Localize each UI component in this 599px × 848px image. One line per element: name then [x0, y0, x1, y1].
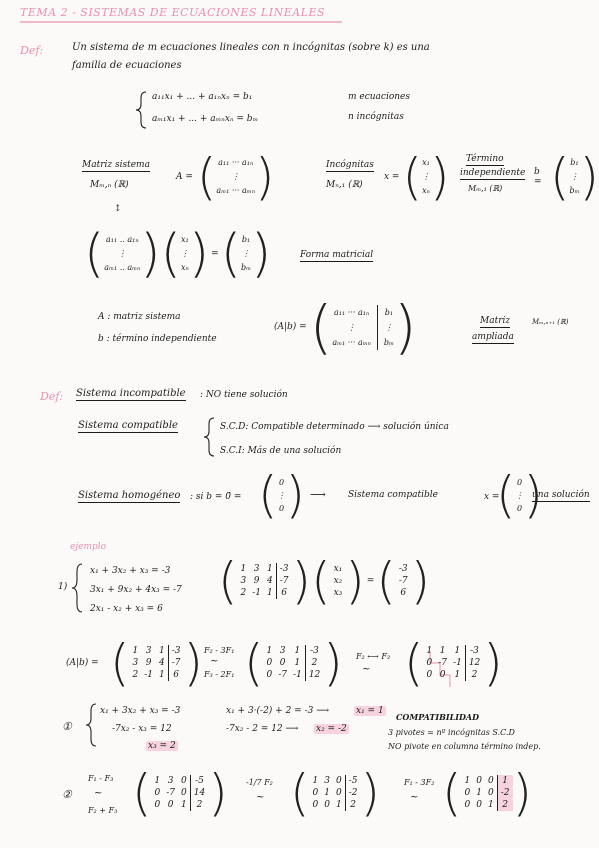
- matrix-cell: -2: [345, 787, 360, 799]
- paren-right: ): [140, 224, 161, 284]
- row-op-1b: F₃ - 2F₁: [204, 670, 235, 679]
- matrix-cell: 0: [487, 788, 494, 798]
- back-sub-2-result: x₂ = -2: [316, 724, 347, 734]
- A-row-1: a₁₁ ··· a₁ₙ: [218, 158, 254, 167]
- forma-matricial-label: Forma matricial: [300, 250, 374, 260]
- example-eq-2: 3x₁ + 9x₂ + 4x₃ = -7: [90, 585, 182, 595]
- matrix-cell: x₃: [333, 588, 343, 598]
- paren-left: (: [244, 634, 264, 692]
- termino-title-2: independiente: [460, 168, 526, 178]
- example-eq-1: x₁ + 3x₂ + x₃ = -3: [90, 566, 171, 576]
- forma-matricial-equation: [84, 224, 272, 284]
- incompatible-desc: : NO tiene solución: [200, 390, 288, 400]
- forma-b-row-2: ⋮: [242, 249, 251, 258]
- matrix-cell: -7: [166, 788, 176, 798]
- zero-1: 0: [278, 477, 285, 487]
- paren-right: ): [251, 224, 272, 284]
- ampliada-title-1: Matriz: [480, 316, 511, 326]
- homogeneo-x-label: x =: [484, 492, 500, 502]
- back-sub-2: -7x₂ - 2 = 12 ⟶: [226, 724, 299, 734]
- reduction-matrix-2: [244, 634, 343, 692]
- matrix-cell: 0: [487, 776, 494, 786]
- b-label: b =: [534, 167, 542, 187]
- matrix-cell: 0: [154, 800, 161, 810]
- matrix-cell: 2: [465, 669, 483, 681]
- paren-left: (: [218, 552, 238, 610]
- paren-right: ): [523, 466, 544, 524]
- paren-left: (: [110, 634, 130, 692]
- matrix-cell: 1: [497, 775, 512, 787]
- matrix-cell: -1: [453, 658, 462, 668]
- paren-right: ): [285, 466, 306, 524]
- matrix-b: [534, 148, 599, 206]
- matrix-cell: 0: [476, 800, 482, 810]
- matrix-row: [462, 787, 513, 799]
- matrix-cell: 4: [267, 576, 273, 586]
- forma-x-row-2: ⋮: [180, 249, 189, 258]
- ampliada-row-2: ⋮: [347, 322, 356, 332]
- matrix-cell: 3: [240, 576, 247, 586]
- compatibilidad-line-2: NO pivote en columna término indep.: [388, 742, 541, 751]
- forma-b-row-3: bₘ: [241, 263, 252, 272]
- brace-step1: [86, 704, 96, 746]
- matrix-cell: 0: [312, 788, 319, 798]
- matrix-cell: 2: [240, 588, 247, 598]
- matrix-cell: 12: [465, 657, 483, 669]
- matrix-row: [130, 645, 184, 657]
- paren-right: ): [393, 293, 417, 361]
- forma-x-row-1: x₁: [181, 235, 189, 244]
- matrix-cell: 1: [132, 646, 139, 656]
- ampliada-b-row-3: bₘ: [383, 337, 394, 347]
- example-number: 1): [58, 582, 68, 592]
- paren-left: (: [196, 148, 217, 206]
- paren-left: (: [258, 466, 278, 524]
- paren-left: (: [496, 466, 516, 524]
- matrix-row: [396, 575, 411, 587]
- paren-left: (: [220, 224, 242, 284]
- A-row-3: aₘ₁ ··· aₘₙ: [216, 186, 255, 195]
- matrix-row: [152, 775, 209, 787]
- matrix-cell: 0: [279, 658, 286, 668]
- matrix-cell: 0: [181, 788, 187, 798]
- matrix-cell: 3: [145, 646, 152, 656]
- A-label: A =: [176, 172, 193, 182]
- ampliada-row-1: a₁₁ ··· a₁ₙ: [334, 307, 370, 317]
- step2-op-1: F₁ - F₃: [88, 774, 114, 783]
- example-eq-3: 2x₁ - x₂ + x₃ = 6: [90, 604, 163, 614]
- forma-A-row-3: aₘ₁ .. aₘₙ: [104, 263, 141, 272]
- forma-x-row-3: xₙ: [180, 263, 189, 272]
- matrix-cell: 2: [190, 799, 208, 811]
- matrix-cell: 1: [426, 646, 433, 656]
- matrix-cell: 1: [324, 788, 330, 798]
- matrix-cell: -7: [276, 575, 291, 587]
- matrix-cell: 2: [132, 670, 139, 680]
- matrix-cell: x₂: [333, 576, 343, 586]
- brace-system: [136, 92, 146, 128]
- forma-A-row-2: ⋮: [118, 249, 127, 258]
- paren-left: (: [132, 764, 152, 822]
- ampliada-b-row-1: b₁: [384, 307, 394, 317]
- paren-right: ): [254, 148, 275, 206]
- matrix-row: [462, 799, 513, 811]
- matrix-cell: 0: [266, 670, 273, 680]
- matrix-cell: 1: [294, 646, 301, 656]
- matrix-cell: 0: [335, 776, 342, 786]
- paren-right: ): [410, 552, 431, 610]
- matrix-cell: 0: [154, 788, 161, 798]
- compatible-title: Sistema compatible: [78, 420, 178, 431]
- matrix-row: [264, 669, 324, 681]
- reduction-matrix-3: [404, 634, 503, 692]
- matrix-cell: 0: [476, 776, 482, 786]
- paren-right: ): [188, 224, 210, 284]
- matrix-cell: 1: [159, 670, 165, 680]
- matrix-cell: -3: [168, 645, 183, 657]
- matrix-cell: x₁: [333, 564, 343, 574]
- step-2-number: ②: [62, 788, 72, 801]
- b-row-2: ⋮: [570, 172, 579, 181]
- zero-n: 0: [278, 503, 285, 513]
- ampliada-b-row-2: ⋮: [384, 322, 393, 332]
- matrix-cell: -7: [168, 657, 183, 669]
- ampliada-label: (A|b) =: [274, 322, 307, 332]
- incompatible-title: Sistema incompatible: [76, 388, 186, 399]
- step1-eq-3: x₃ = 2: [148, 741, 176, 751]
- matrix-row: [310, 787, 361, 799]
- matrix-cell: 1: [266, 646, 273, 656]
- paren-right: ): [208, 764, 228, 822]
- system-row-1: a₁₁x₁ + ... + a₁ₙxₙ = b₁: [152, 92, 253, 102]
- brace-compatible: [204, 418, 214, 456]
- scd-line: S.C.D: Compatible determinado ⟶ solución única: [220, 422, 449, 432]
- definition-tag-2: Def:: [40, 390, 64, 403]
- ampliada-row-3: aₘ₁ ··· aₘₙ: [332, 337, 371, 347]
- paren-right: ): [512, 764, 533, 822]
- matrix-row: [238, 587, 292, 599]
- step2-op-3: -1/7 F₂: [246, 778, 273, 787]
- matrix-row: [424, 657, 484, 669]
- x-row-1: x₁: [422, 158, 430, 167]
- matrix-cell: 1: [439, 646, 446, 656]
- matrix-row: [264, 645, 324, 657]
- una-solucion: una solución: [532, 490, 590, 500]
- paren-left: (: [402, 148, 422, 206]
- matrix-cell: 0: [426, 670, 433, 680]
- paren-left: (: [549, 148, 570, 206]
- matrix-cell: -7: [398, 576, 408, 586]
- matrix-cell: 6: [276, 587, 291, 599]
- A-row-2: ⋮: [231, 172, 240, 181]
- matrix-row: [238, 575, 292, 587]
- incognitas-space: Mₙ,₁ (ℝ): [326, 180, 363, 190]
- matrix-cell: 0: [464, 788, 471, 798]
- matrix-cell: 0: [266, 658, 273, 668]
- matrix-cell: 2: [345, 799, 360, 811]
- example-matrix-form: ( 1 3 1 -3 3 9 4 -7 2 -1 1 6 ) ( x₁ x₂ x₃ ) = ( -3 -7 6 ): [218, 552, 431, 610]
- paren-right: ): [183, 634, 204, 692]
- matrix-cell: 2: [305, 657, 323, 669]
- matrix-cell: 14: [190, 787, 208, 799]
- sol-zero-1: 0: [516, 477, 523, 487]
- matrix-cell: 1: [454, 670, 461, 680]
- ampliada-space: Mₘ,ₙ₊₁ (ℝ): [532, 318, 569, 326]
- A-description: A : matriz sistema: [98, 312, 181, 322]
- paren-left: (: [311, 552, 331, 610]
- matrix-cell: 3: [279, 646, 286, 656]
- step1-eq-2: -7x₂ - x₃ = 12: [112, 724, 172, 734]
- matriz-sistema-space: Mₘ,ₙ (ℝ): [90, 180, 129, 190]
- equals-sign: =: [211, 249, 219, 259]
- matrix-cell: 0: [181, 776, 187, 786]
- definition-tag: Def:: [20, 44, 44, 57]
- paren-right: ): [483, 634, 503, 692]
- matrix-cell: 9: [145, 658, 152, 668]
- reduction-matrix-1: [110, 634, 204, 692]
- matrix-row: [331, 575, 346, 587]
- matrix-cell: 0: [324, 800, 330, 810]
- b-row-3: bₘ: [569, 186, 580, 195]
- matrix-row: [130, 669, 184, 681]
- matrix-cell: -1: [144, 670, 154, 680]
- matrix-cell: 1: [335, 800, 342, 810]
- matrix-cell: 0: [167, 800, 174, 810]
- matrix-cell: -3: [276, 563, 291, 575]
- matrix-cell: 1: [181, 800, 187, 810]
- matrix-row: [331, 587, 346, 599]
- definition-text: Un sistema de m ecuaciones lineales con n incógnitas (sobre k) es una: [72, 42, 430, 53]
- paren-right: ): [323, 634, 343, 692]
- zero-vector: [258, 466, 306, 524]
- forma-A-row-1: a₁₁ .. a₁ₙ: [106, 235, 139, 244]
- matrix-cell: 6: [168, 669, 183, 681]
- matrix-cell: 0: [426, 658, 433, 668]
- matrix-cell: -3: [398, 564, 408, 574]
- matrix-cell: 1: [312, 776, 319, 786]
- matrix-cell: -1: [252, 588, 262, 598]
- sci-line: S.C.I: Más de una solución: [220, 446, 342, 456]
- arrow-right-icon: ⟶: [310, 488, 326, 501]
- matrix-row: [331, 563, 346, 575]
- matrix-row: [130, 657, 184, 669]
- matrix-cell: 1: [240, 564, 247, 574]
- definition-text-2: familia de ecuaciones: [72, 60, 182, 71]
- paren-right: ): [430, 148, 450, 206]
- matrix-cell: 2: [497, 799, 512, 811]
- tilde-2: ~: [362, 664, 371, 675]
- step-1-number: ①: [62, 720, 72, 733]
- matrix-cell: 0: [312, 800, 319, 810]
- tilde-5: ~: [410, 792, 419, 803]
- back-sub-1-result: x₁ = 1: [356, 706, 384, 716]
- matrix-row: [424, 669, 484, 681]
- page-title: TEMA 2 - SISTEMAS DE ECUACIONES LINEALES: [20, 6, 326, 19]
- homogeneo-desc: : si b = 0̄ =: [190, 492, 242, 502]
- sol-zero-dots: ⋮: [515, 490, 524, 500]
- matrix-cell: 12: [305, 669, 323, 681]
- matrix-cell: 4: [159, 658, 165, 668]
- matrix-cell: -2: [497, 787, 512, 799]
- brace-example: [72, 564, 82, 612]
- matrix-cell: 1: [154, 776, 161, 786]
- matrix-cell: -5: [190, 775, 208, 787]
- matrix-cell: 3: [132, 658, 139, 668]
- tilde-1: ~: [210, 656, 219, 667]
- ampliada-title-2: ampliada: [472, 332, 514, 342]
- paren-left: (: [160, 224, 181, 284]
- forma-b-row-1: b₁: [241, 235, 251, 244]
- tilde-3: ~: [94, 788, 103, 799]
- zero-dots: ⋮: [277, 490, 286, 500]
- paren-left: (: [84, 224, 105, 284]
- matrix-cell: 1: [487, 800, 494, 810]
- matrix-row: [152, 799, 209, 811]
- system-row-m: aₘ₁x₁ + ... + aₘₙxₙ = bₘ: [152, 114, 259, 124]
- matrix-cell: 0: [335, 788, 342, 798]
- paren-left: (: [404, 634, 424, 692]
- step2-op-2: F₂ + F₃: [88, 806, 118, 815]
- paren-right: ): [345, 552, 365, 610]
- matriz-sistema-title: Matriz sistema: [82, 160, 150, 170]
- matrix-cell: -3: [305, 645, 323, 657]
- b-description: b : término independiente: [98, 334, 217, 344]
- matrix-cell: 6: [400, 588, 407, 598]
- step2-op-4: F₁ - 3F₂: [404, 778, 435, 787]
- row-op-2: F₂ ⟷ F₃: [356, 652, 391, 661]
- note-m: m ecuaciones: [348, 92, 411, 102]
- row-op-1a: F₂ - 3F₁: [204, 646, 235, 655]
- matrix-row: [396, 563, 411, 575]
- back-sub-1: x₁ + 3·(-2) + 2 = -3 ⟶: [226, 706, 330, 716]
- paren-left: (: [309, 293, 333, 361]
- step1-eq-1: x₁ + 3x₂ + x₃ = -3: [100, 706, 181, 716]
- paren-left: (: [442, 764, 462, 822]
- step2-matrix-1: [132, 764, 228, 822]
- step2-matrix-2: [290, 764, 381, 822]
- example-rhs-vector: [396, 563, 411, 599]
- sol-zero-n: 0: [516, 503, 523, 513]
- matrix-row: [424, 645, 484, 657]
- matrix-cell: -7: [278, 670, 288, 680]
- compatibilidad-title: COMPATIBILIDAD: [396, 712, 480, 722]
- homogeneo-title: Sistema homogéneo: [78, 490, 181, 501]
- paren-left: (: [290, 764, 310, 822]
- matrix-row: [152, 787, 209, 799]
- example-x-vector: [331, 563, 346, 599]
- matrix-cell: 3: [324, 776, 330, 786]
- x-row-3: xₙ: [422, 186, 430, 195]
- matrix-cell: 3: [167, 776, 174, 786]
- matrix-cell: 3: [253, 564, 260, 574]
- tilde-4: ~: [256, 792, 265, 803]
- termino-title-1: Término: [466, 154, 504, 164]
- matrix-cell: -3: [465, 645, 483, 657]
- matrix-row: [310, 775, 361, 787]
- step2-matrix-3: [442, 764, 533, 822]
- compatibilidad-line-1: 3 pivotes = nº incógnitas S.C.D: [388, 728, 515, 737]
- b-row-1: b₁: [570, 158, 579, 167]
- matrix-cell: 1: [464, 776, 471, 786]
- matrix-x: [384, 148, 450, 206]
- paren-left: (: [376, 552, 396, 610]
- matrix-cell: 0: [464, 800, 471, 810]
- ab-label: (A|b) =: [66, 658, 99, 668]
- matrix-cell: 1: [294, 658, 301, 668]
- ejemplo-label: ejemplo: [70, 542, 107, 552]
- matrix-cell: -7: [438, 658, 448, 668]
- matrix-row: [264, 657, 324, 669]
- note-n: n incógnitas: [348, 112, 404, 122]
- arrow-updown-icon: ↕: [114, 204, 122, 214]
- matrix-cell: 1: [267, 564, 273, 574]
- paren-right: ): [579, 148, 599, 206]
- matrix-row: [310, 799, 361, 811]
- x-row-2: ⋮: [422, 172, 430, 181]
- matrix-cell: -1: [293, 670, 302, 680]
- matrix-row: [238, 563, 292, 575]
- termino-space: Mₘ,₁ (ℝ): [468, 184, 503, 193]
- matrix-cell: 9: [253, 576, 260, 586]
- incognitas-title: Incógnitas: [326, 160, 374, 170]
- example-coef-matrix: [238, 563, 292, 599]
- paren-right: ): [360, 764, 381, 822]
- matrix-cell: 1: [476, 788, 482, 798]
- matrix-ampliada: [274, 293, 417, 361]
- matrix-cell: -5: [345, 775, 360, 787]
- matrix-cell: 1: [159, 646, 165, 656]
- matrix-cell: 0: [439, 670, 446, 680]
- matrix-row: [462, 775, 513, 787]
- matrix-cell: 1: [267, 588, 273, 598]
- matrix-A: [176, 148, 275, 206]
- matrix-row: [396, 587, 411, 599]
- x-label: x =: [384, 172, 400, 182]
- homogeneo-result: Sistema compatible: [348, 490, 438, 500]
- paren-right: ): [291, 552, 312, 610]
- matrix-cell: 1: [454, 646, 461, 656]
